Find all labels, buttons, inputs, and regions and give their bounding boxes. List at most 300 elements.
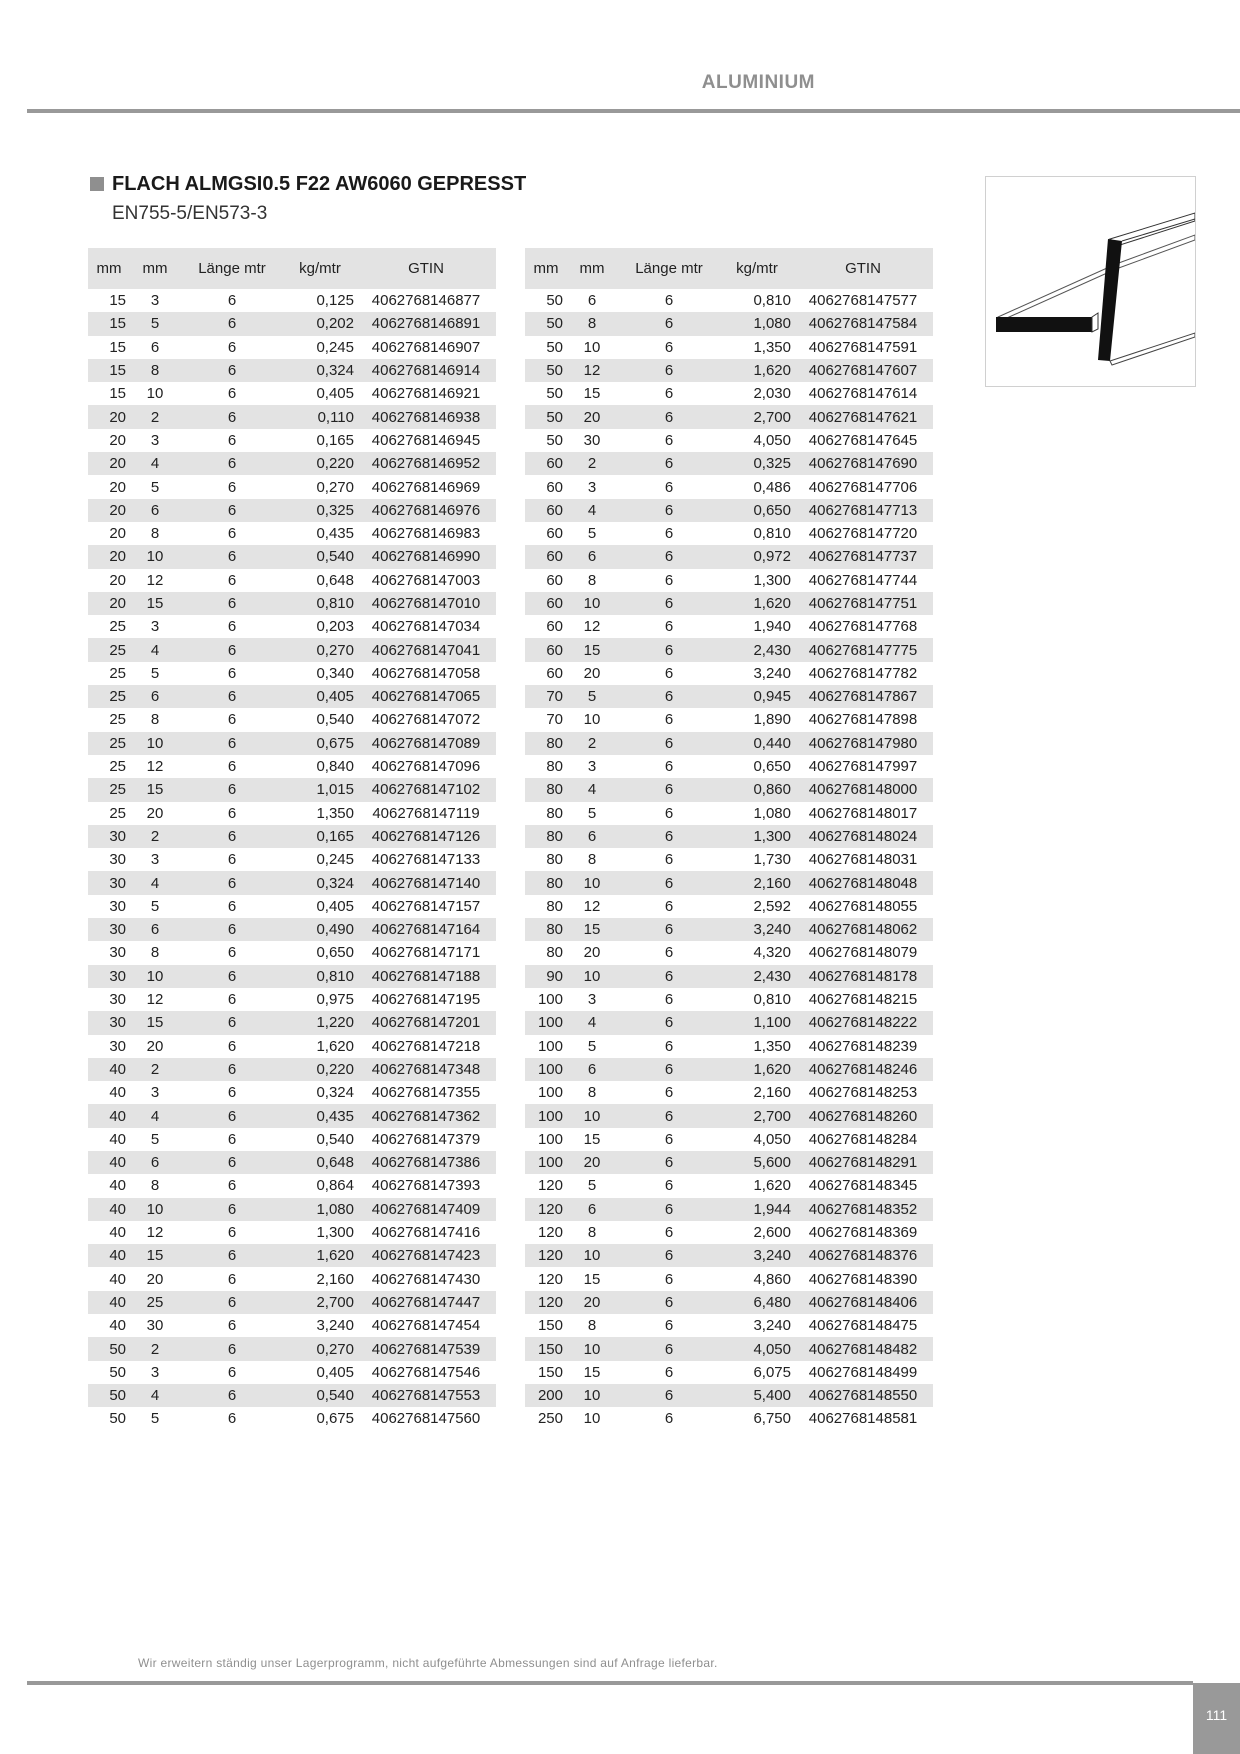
cell-width-mm: 30 <box>88 871 130 894</box>
cell-width-mm: 150 <box>537 1363 563 1381</box>
cell-thickness-mm: 10 <box>567 592 617 615</box>
cell-thickness-mm: 6 <box>567 1058 617 1081</box>
cell-length: 6 <box>180 1151 284 1174</box>
table-row <box>525 405 933 428</box>
cell-weight: 2,030 <box>753 385 791 403</box>
cell-thickness-mm: 10 <box>567 1244 617 1267</box>
cell-gtin: 4062768147034 <box>371 618 481 636</box>
table-row <box>525 825 933 848</box>
cell-gtin: 4062768148550 <box>793 1384 933 1407</box>
cell-weight: 0,220 <box>284 452 356 475</box>
cell-thickness-mm: 6 <box>150 338 160 356</box>
table-row <box>88 1198 496 1221</box>
cell-length: 6 <box>664 1410 674 1428</box>
cell-weight: 0,435 <box>284 1104 356 1127</box>
cell-width-mm: 70 <box>546 711 563 729</box>
cell-length: 6 <box>664 1363 674 1381</box>
cell-thickness-mm: 10 <box>130 965 180 988</box>
cell-length: 6 <box>180 732 284 755</box>
cell-thickness-mm: 8 <box>150 711 160 729</box>
cell-gtin: 4062768147591 <box>808 338 918 356</box>
cell-width-mm: 30 <box>88 825 130 848</box>
cell-width-mm: 60 <box>546 618 563 636</box>
column-header-width: mm <box>525 248 567 289</box>
cell-width-mm: 50 <box>546 292 563 310</box>
cell-thickness-mm: 8 <box>150 1177 160 1195</box>
cell-gtin: 4062768147003 <box>371 571 481 589</box>
cell-gtin: 4062768147744 <box>808 571 918 589</box>
cell-weight: 0,975 <box>316 991 354 1009</box>
cell-thickness-mm: 10 <box>146 385 164 403</box>
cell-weight: 2,430 <box>721 965 793 988</box>
cell-width-mm: 80 <box>546 804 563 822</box>
cell-gtin: 4062768146938 <box>356 405 496 428</box>
cell-length: 6 <box>617 1011 721 1034</box>
table-row <box>88 1291 496 1314</box>
cell-gtin: 4062768146969 <box>371 478 481 496</box>
cell-thickness-mm: 15 <box>130 592 180 615</box>
cell-weight: 0,220 <box>284 1058 356 1081</box>
table-row <box>88 452 496 475</box>
cell-gtin: 4062768147089 <box>356 732 496 755</box>
table-row <box>88 382 496 405</box>
cell-weight: 0,648 <box>316 571 354 589</box>
cell-width-mm: 30 <box>109 897 126 915</box>
cell-gtin: 4062768148062 <box>793 918 933 941</box>
cell-thickness-mm: 20 <box>146 1270 164 1288</box>
table-row <box>88 802 496 825</box>
cell-thickness-mm: 20 <box>583 944 601 962</box>
cell-weight: 1,620 <box>721 592 793 615</box>
cell-width-mm: 20 <box>88 592 130 615</box>
cell-width-mm: 100 <box>537 1037 563 1055</box>
cell-gtin: 4062768146976 <box>356 499 496 522</box>
cell-gtin: 4062768146914 <box>356 359 496 382</box>
cell-weight: 2,700 <box>721 1104 793 1127</box>
cell-weight: 2,592 <box>753 897 791 915</box>
cell-width-mm: 120 <box>537 1270 563 1288</box>
cell-weight: 1,300 <box>753 571 791 589</box>
cell-thickness-mm: 3 <box>150 292 160 310</box>
cell-length: 6 <box>227 851 237 869</box>
table-row <box>88 1104 496 1127</box>
cell-weight: 0,864 <box>316 1177 354 1195</box>
cell-weight: 0,648 <box>284 1151 356 1174</box>
cell-thickness-mm: 15 <box>130 1244 180 1267</box>
cell-gtin: 4062768147201 <box>356 1011 496 1034</box>
cell-thickness-mm: 10 <box>583 1410 601 1428</box>
cell-weight: 1,080 <box>284 1198 356 1221</box>
cell-gtin: 4062768148246 <box>793 1058 933 1081</box>
table-row <box>88 638 496 661</box>
cell-width-mm: 25 <box>109 804 126 822</box>
cell-length: 6 <box>180 1337 284 1360</box>
table-row <box>88 1337 496 1360</box>
table-row <box>88 1011 496 1034</box>
cell-gtin: 4062768148000 <box>793 778 933 801</box>
table-row <box>88 1151 496 1174</box>
cell-width-mm: 120 <box>537 1224 563 1242</box>
table-row <box>88 1174 496 1197</box>
cell-weight: 1,220 <box>284 1011 356 1034</box>
cell-width-mm: 20 <box>88 452 130 475</box>
cell-length: 6 <box>180 405 284 428</box>
table-header-row <box>525 248 933 289</box>
cell-thickness-mm: 10 <box>567 965 617 988</box>
cell-thickness-mm: 4 <box>130 871 180 894</box>
table-row <box>525 988 933 1011</box>
cell-length: 6 <box>617 825 721 848</box>
cell-thickness-mm: 4 <box>130 1384 180 1407</box>
cell-gtin: 4062768147690 <box>793 452 933 475</box>
table-row <box>88 1128 496 1151</box>
cell-length: 6 <box>227 618 237 636</box>
cell-width-mm: 60 <box>546 478 563 496</box>
cell-weight: 5,400 <box>721 1384 793 1407</box>
cell-thickness-mm: 5 <box>150 897 160 915</box>
table-row <box>88 545 496 568</box>
cell-width-mm: 80 <box>525 732 567 755</box>
table-row <box>525 1267 933 1290</box>
cell-weight: 2,600 <box>753 1224 791 1242</box>
cell-thickness-mm: 5 <box>587 804 597 822</box>
table-row <box>525 1337 933 1360</box>
cell-thickness-mm: 6 <box>130 685 180 708</box>
cell-length: 6 <box>664 292 674 310</box>
cell-gtin: 4062768147898 <box>808 711 918 729</box>
table-row <box>88 1361 496 1384</box>
cell-width-mm: 200 <box>525 1384 567 1407</box>
cell-width-mm: 20 <box>109 525 126 543</box>
cell-weight: 1,940 <box>753 618 791 636</box>
cell-weight: 1,620 <box>721 359 793 382</box>
cell-length: 6 <box>664 478 674 496</box>
table-row <box>525 452 933 475</box>
header-divider <box>27 109 1240 113</box>
table-row <box>525 592 933 615</box>
cell-gtin: 4062768148291 <box>793 1151 933 1174</box>
cell-length: 6 <box>617 359 721 382</box>
cell-thickness-mm: 15 <box>130 778 180 801</box>
cell-length: 6 <box>617 405 721 428</box>
cell-width-mm: 100 <box>537 1130 563 1148</box>
cell-thickness-mm: 15 <box>130 1011 180 1034</box>
cell-thickness-mm: 3 <box>150 431 160 449</box>
cell-weight: 2,700 <box>721 405 793 428</box>
cell-thickness-mm: 10 <box>567 871 617 894</box>
table-row <box>88 429 496 452</box>
cell-thickness-mm: 10 <box>567 1337 617 1360</box>
cell-width-mm: 60 <box>525 452 567 475</box>
cell-width-mm: 25 <box>109 618 126 636</box>
cell-width-mm: 40 <box>88 1058 130 1081</box>
cell-gtin: 4062768147782 <box>808 664 918 682</box>
table-row <box>88 848 496 871</box>
cell-thickness-mm: 15 <box>583 1363 601 1381</box>
cell-thickness-mm: 3 <box>587 478 597 496</box>
cell-weight: 0,860 <box>721 778 793 801</box>
cell-weight: 0,165 <box>284 825 356 848</box>
cell-gtin: 4062768147102 <box>356 778 496 801</box>
footer-note: Wir erweitern ständig unser Lagerprogramm, nicht aufgeführte Abmessungen sind auf Anfrage lieferbar. <box>138 1656 718 1670</box>
cell-width-mm: 50 <box>525 405 567 428</box>
cell-gtin: 4062768148178 <box>793 965 933 988</box>
cell-length: 6 <box>227 991 237 1009</box>
cell-length: 6 <box>180 359 284 382</box>
cell-width-mm: 20 <box>88 545 130 568</box>
cell-length: 6 <box>664 385 674 403</box>
cell-width-mm: 15 <box>109 338 126 356</box>
cell-thickness-mm: 20 <box>567 1291 617 1314</box>
cell-length: 6 <box>664 991 674 1009</box>
cell-length: 6 <box>180 685 284 708</box>
cell-width-mm: 60 <box>546 571 563 589</box>
cell-thickness-mm: 2 <box>567 452 617 475</box>
table-row <box>525 941 933 964</box>
cell-length: 6 <box>180 1011 284 1034</box>
cell-thickness-mm: 15 <box>583 385 601 403</box>
cell-thickness-mm: 8 <box>587 1084 597 1102</box>
cell-gtin: 4062768147775 <box>793 638 933 661</box>
cell-weight: 2,160 <box>753 1084 791 1102</box>
cell-width-mm: 120 <box>525 1244 567 1267</box>
cell-gtin: 4062768147645 <box>808 431 918 449</box>
cell-gtin: 4062768147560 <box>371 1410 481 1428</box>
cell-gtin: 4062768147621 <box>793 405 933 428</box>
section-title: ALUMINIUM <box>701 72 815 93</box>
table-row <box>88 1314 496 1337</box>
cell-length: 6 <box>617 918 721 941</box>
product-norm: EN755-5/EN573-3 <box>112 203 268 224</box>
cell-weight: 0,810 <box>284 965 356 988</box>
cell-length: 6 <box>664 431 674 449</box>
cell-length: 6 <box>617 1058 721 1081</box>
table-row <box>525 1244 933 1267</box>
cell-weight: 4,050 <box>753 1130 791 1148</box>
cell-thickness-mm: 2 <box>130 405 180 428</box>
cell-length: 6 <box>180 965 284 988</box>
cell-thickness-mm: 8 <box>150 525 160 543</box>
cell-weight: 6,075 <box>753 1363 791 1381</box>
cell-width-mm: 70 <box>525 685 567 708</box>
cell-width-mm: 150 <box>525 1337 567 1360</box>
cell-weight: 0,405 <box>316 385 354 403</box>
cell-width-mm: 50 <box>546 431 563 449</box>
cell-gtin: 4062768147157 <box>371 897 481 915</box>
table-row <box>525 965 933 988</box>
table-row <box>525 615 933 638</box>
cell-length: 6 <box>180 1198 284 1221</box>
cell-length: 6 <box>617 638 721 661</box>
cell-weight: 0,405 <box>284 685 356 708</box>
column-header-weight: kg/mtr <box>284 248 356 289</box>
cell-length: 6 <box>180 499 284 522</box>
cell-length: 6 <box>617 1244 721 1267</box>
cell-weight: 1,350 <box>753 1037 791 1055</box>
cell-length: 6 <box>227 525 237 543</box>
cell-gtin: 4062768146945 <box>371 431 481 449</box>
cell-width-mm: 40 <box>88 1104 130 1127</box>
cell-length: 6 <box>617 1291 721 1314</box>
cell-width-mm: 40 <box>109 1270 126 1288</box>
cell-weight: 2,700 <box>284 1291 356 1314</box>
cell-width-mm: 30 <box>88 918 130 941</box>
cell-width-mm: 40 <box>88 1198 130 1221</box>
table-row <box>525 359 933 382</box>
cell-length: 6 <box>664 711 674 729</box>
cell-width-mm: 50 <box>546 338 563 356</box>
cell-gtin: 4062768147997 <box>808 758 918 776</box>
flat-bar-illustration <box>985 176 1196 387</box>
cell-width-mm: 60 <box>525 592 567 615</box>
cell-weight: 0,810 <box>284 592 356 615</box>
table-row <box>88 499 496 522</box>
cell-gtin: 4062768147423 <box>356 1244 496 1267</box>
cell-gtin: 4062768148048 <box>793 871 933 894</box>
cell-width-mm: 150 <box>537 1317 563 1335</box>
cell-gtin: 4062768147867 <box>793 685 933 708</box>
cell-length: 6 <box>180 545 284 568</box>
cell-gtin: 4062768147195 <box>371 991 481 1009</box>
cell-thickness-mm: 3 <box>587 758 597 776</box>
cell-weight: 0,405 <box>316 897 354 915</box>
cell-weight: 0,540 <box>316 1130 354 1148</box>
cell-thickness-mm: 5 <box>567 685 617 708</box>
cell-weight: 0,202 <box>284 312 356 335</box>
cell-length: 6 <box>180 592 284 615</box>
cell-weight: 1,890 <box>753 711 791 729</box>
table-row <box>88 825 496 848</box>
cell-gtin: 4062768148024 <box>793 825 933 848</box>
table-row <box>88 1035 496 1058</box>
cell-length: 6 <box>664 897 674 915</box>
cell-weight: 0,945 <box>721 685 793 708</box>
cell-weight: 0,810 <box>753 991 791 1009</box>
cell-weight: 1,620 <box>753 1177 791 1195</box>
cell-thickness-mm: 4 <box>567 778 617 801</box>
cell-length: 6 <box>180 638 284 661</box>
cell-gtin: 4062768148215 <box>808 991 918 1009</box>
cell-thickness-mm: 8 <box>587 851 597 869</box>
cell-gtin: 4062768148581 <box>808 1410 918 1428</box>
cell-length: 6 <box>617 965 721 988</box>
table-row <box>525 1198 933 1221</box>
column-header-weight: kg/mtr <box>721 248 793 289</box>
cell-length: 6 <box>617 1337 721 1360</box>
cell-width-mm: 40 <box>109 1084 126 1102</box>
cell-thickness-mm: 12 <box>146 991 164 1009</box>
table-row <box>525 382 933 405</box>
cell-thickness-mm: 5 <box>587 525 597 543</box>
table-row <box>525 545 933 568</box>
cell-length: 6 <box>617 1384 721 1407</box>
cell-length: 6 <box>664 525 674 543</box>
cell-thickness-mm: 20 <box>146 804 164 822</box>
cell-weight: 3,240 <box>316 1317 354 1335</box>
cell-weight: 1,080 <box>721 312 793 335</box>
cell-weight: 0,405 <box>316 1363 354 1381</box>
table-row <box>525 918 933 941</box>
cell-length: 6 <box>617 499 721 522</box>
cell-length: 6 <box>664 618 674 636</box>
page-number: 111 <box>1193 1683 1240 1754</box>
cell-width-mm: 20 <box>109 571 126 589</box>
cell-thickness-mm: 8 <box>130 359 180 382</box>
cell-width-mm: 100 <box>525 1011 567 1034</box>
cell-weight: 0,270 <box>316 478 354 496</box>
cell-width-mm: 50 <box>109 1410 126 1428</box>
cell-gtin: 4062768146907 <box>371 338 481 356</box>
cell-thickness-mm: 8 <box>567 312 617 335</box>
cell-length: 6 <box>180 778 284 801</box>
cell-thickness-mm: 5 <box>587 1037 597 1055</box>
cell-width-mm: 15 <box>109 292 126 310</box>
cell-thickness-mm: 30 <box>146 1317 164 1335</box>
cell-weight: 0,972 <box>721 545 793 568</box>
cell-weight: 0,270 <box>284 638 356 661</box>
cell-weight: 0,440 <box>721 732 793 755</box>
table-row <box>525 336 933 359</box>
cell-length: 6 <box>664 1084 674 1102</box>
table-row <box>525 1058 933 1081</box>
cell-weight: 0,486 <box>753 478 791 496</box>
cell-gtin: 4062768147454 <box>371 1317 481 1335</box>
cell-thickness-mm: 3 <box>150 1363 160 1381</box>
cell-width-mm: 30 <box>88 1011 130 1034</box>
cell-thickness-mm: 5 <box>150 1410 160 1428</box>
cell-width-mm: 15 <box>88 312 130 335</box>
cell-gtin: 4062768148390 <box>808 1270 918 1288</box>
cell-length: 6 <box>180 1291 284 1314</box>
cell-length: 6 <box>664 804 674 822</box>
cell-width-mm: 100 <box>537 1084 563 1102</box>
cell-thickness-mm: 12 <box>146 758 164 776</box>
cell-width-mm: 40 <box>109 1130 126 1148</box>
table-row <box>525 429 933 452</box>
cell-width-mm: 80 <box>546 851 563 869</box>
cell-gtin: 4062768148475 <box>808 1317 918 1335</box>
cell-length: 6 <box>664 1224 674 1242</box>
cell-thickness-mm: 2 <box>130 825 180 848</box>
cell-gtin: 4062768147614 <box>808 385 918 403</box>
cell-gtin: 4062768147379 <box>371 1130 481 1148</box>
cell-gtin: 4062768148079 <box>808 944 918 962</box>
cell-thickness-mm: 4 <box>567 1011 617 1034</box>
table-row <box>88 1407 496 1430</box>
table-row <box>88 1384 496 1407</box>
cell-length: 6 <box>664 338 674 356</box>
cell-length: 6 <box>617 592 721 615</box>
table-row <box>525 312 933 335</box>
table-row <box>525 755 933 778</box>
cell-width-mm: 20 <box>109 431 126 449</box>
cell-gtin: 4062768148352 <box>793 1198 933 1221</box>
column-header-length: Länge mtr <box>180 248 284 289</box>
cell-gtin: 4062768146877 <box>371 292 481 310</box>
cell-gtin: 4062768147386 <box>356 1151 496 1174</box>
table-row <box>525 289 933 312</box>
cell-thickness-mm: 12 <box>583 618 601 636</box>
cell-length: 6 <box>180 1244 284 1267</box>
table-row <box>88 941 496 964</box>
table-row <box>525 499 933 522</box>
cell-weight: 3,240 <box>753 1317 791 1335</box>
cell-thickness-mm: 6 <box>567 545 617 568</box>
cell-gtin: 4062768147416 <box>371 1224 481 1242</box>
table-row <box>525 1291 933 1314</box>
cell-weight: 0,270 <box>284 1337 356 1360</box>
cell-gtin: 4062768147096 <box>371 758 481 776</box>
